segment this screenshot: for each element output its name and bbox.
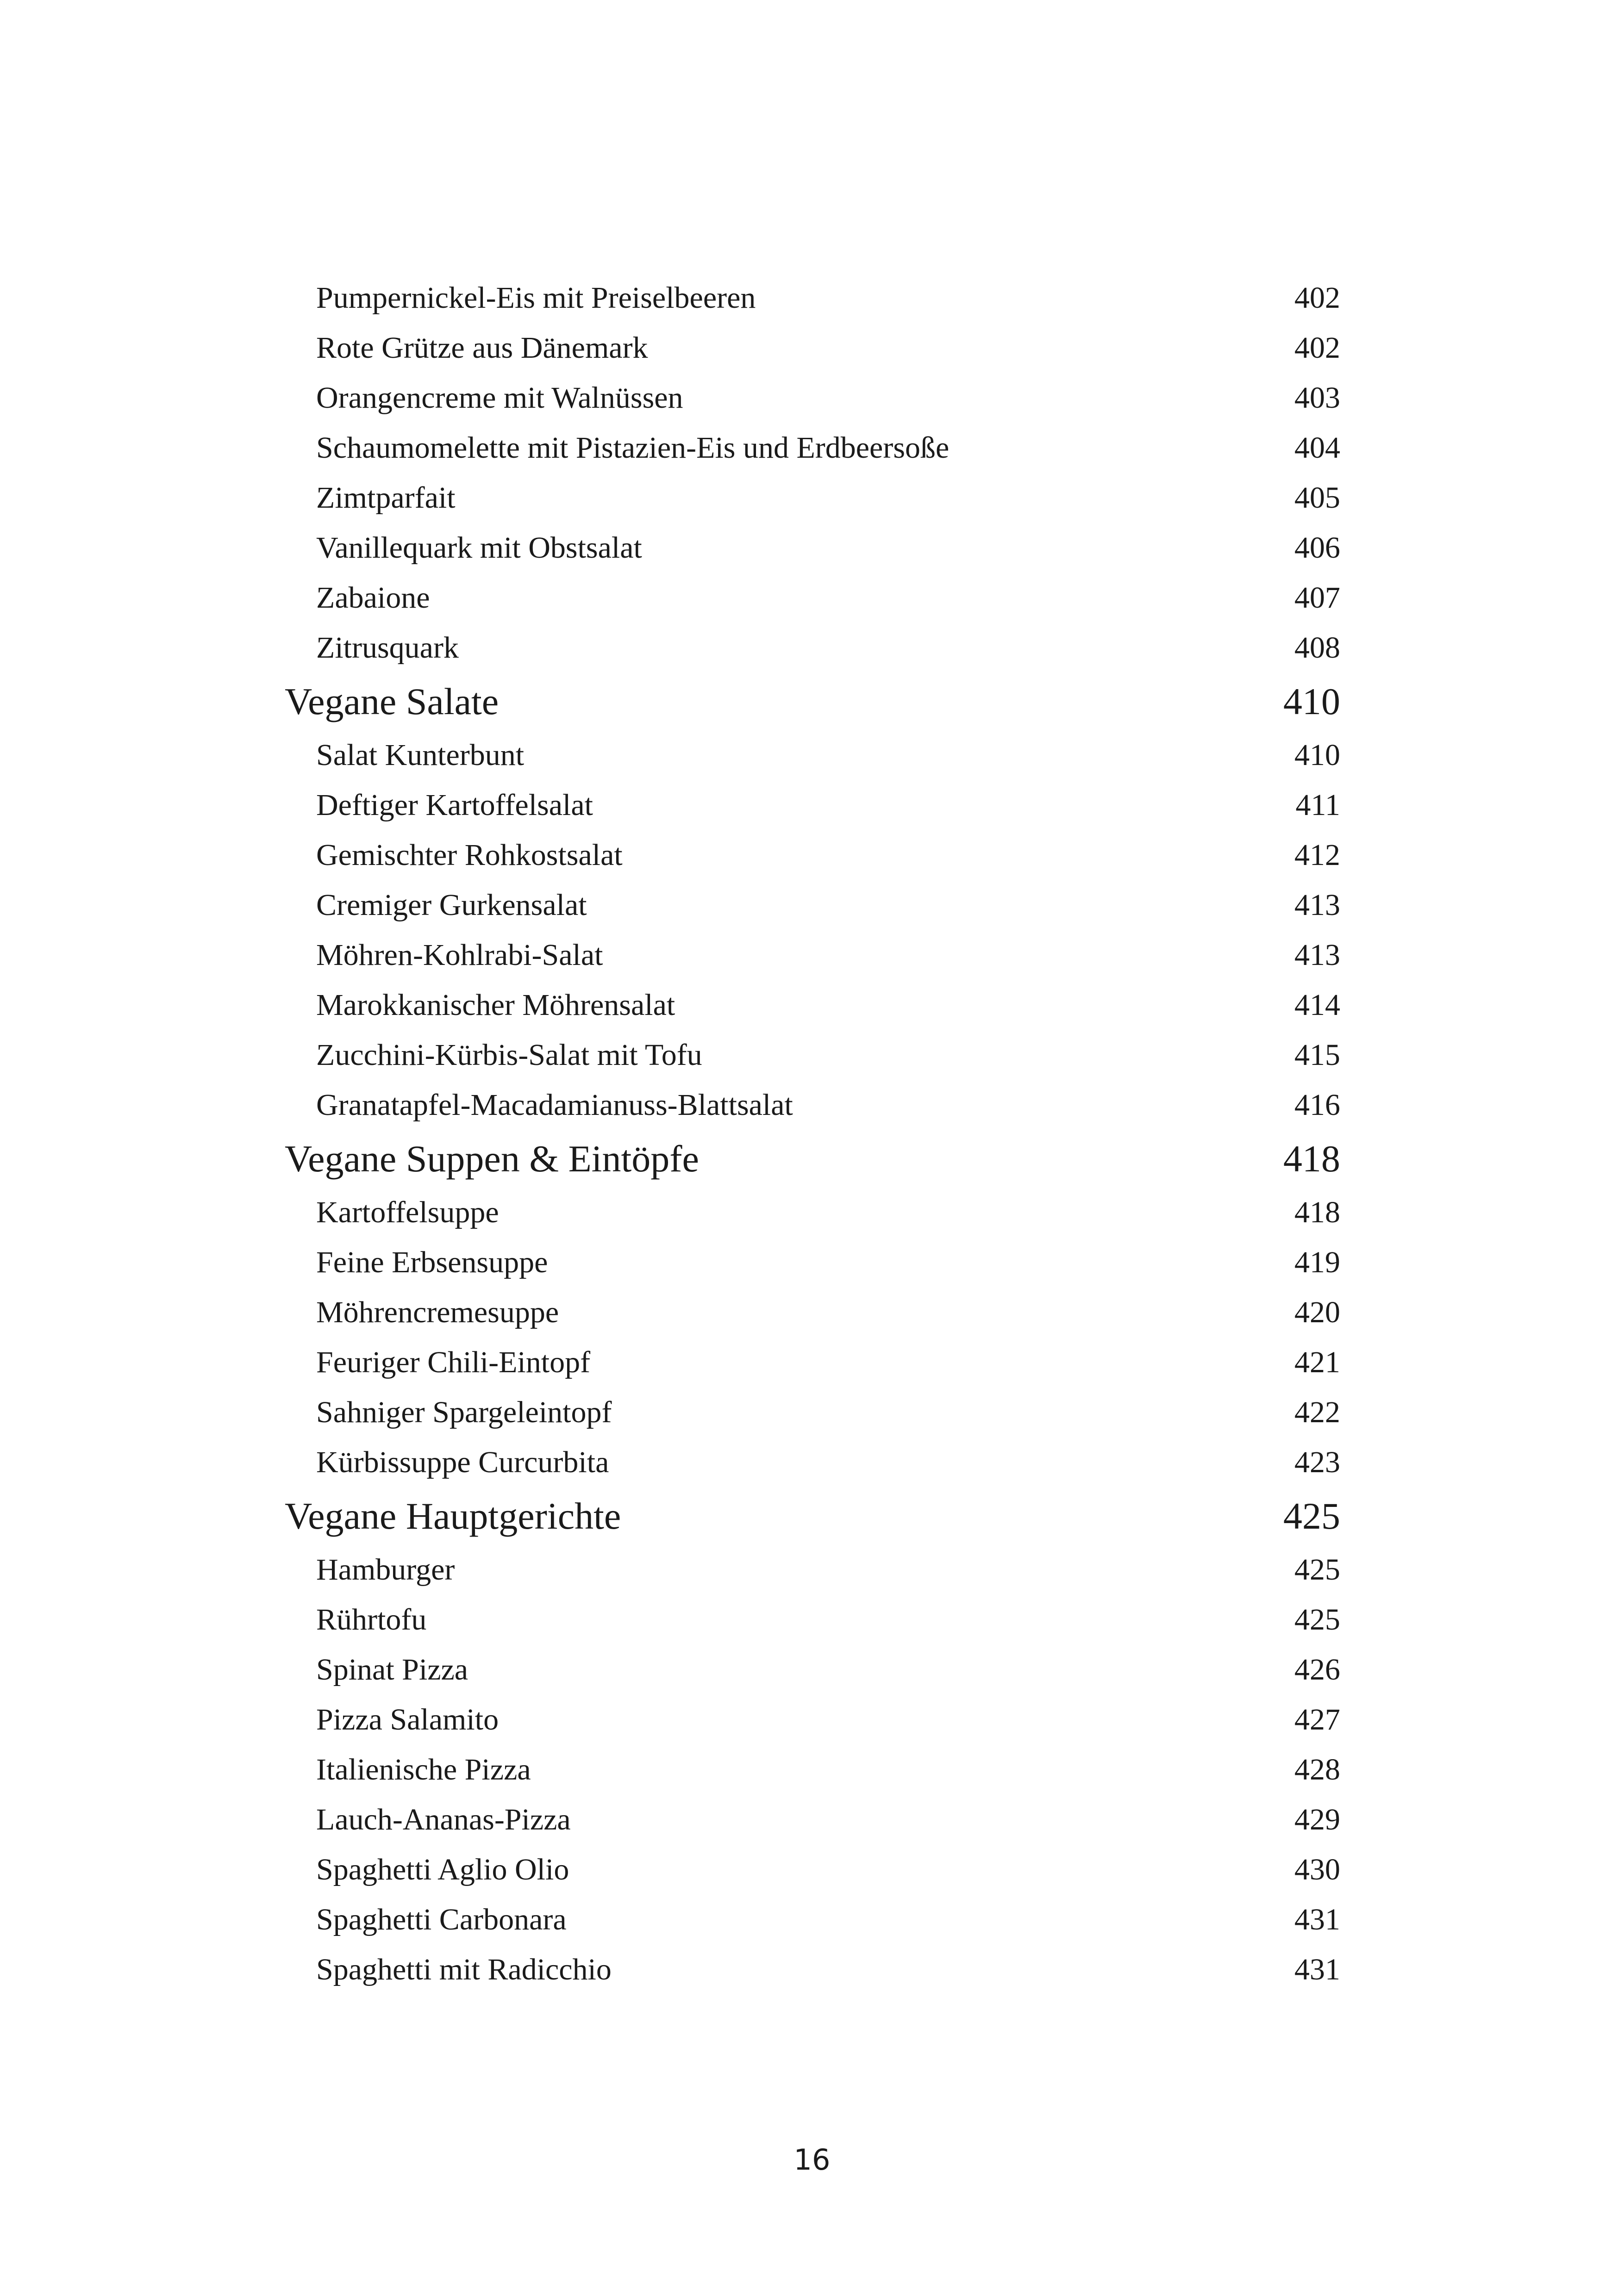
page-reference: 408: [1294, 631, 1340, 665]
toc-section-heading: [285, 1487, 1340, 1545]
toc-section-heading: [285, 1130, 1340, 1188]
toc-entry: [285, 573, 1340, 623]
page-reference: 416: [1294, 1088, 1340, 1122]
entry-title: Zitrusquark: [316, 631, 459, 665]
page-reference: 412: [1294, 838, 1340, 872]
entry-title: Italienische Pizza: [316, 1753, 531, 1786]
toc-entry: [285, 1188, 1340, 1238]
page-reference: 430: [1294, 1853, 1340, 1886]
page-reference: 410: [1283, 680, 1340, 722]
page-reference: 431: [1294, 1903, 1340, 1936]
entry-title: Marokkanischer Möhrensalat: [316, 988, 675, 1022]
toc-entry: [285, 1645, 1340, 1695]
section-title: Vegane Suppen & Eintöpfe: [285, 1138, 699, 1180]
table-of-contents: [285, 273, 1340, 1995]
entry-title: Feuriger Chili-Eintopf: [316, 1345, 591, 1379]
page-reference: 404: [1294, 431, 1340, 465]
section-title: Vegane Hauptgerichte: [285, 1495, 621, 1537]
toc-entry: [285, 1545, 1340, 1595]
toc-entry: [285, 1437, 1340, 1487]
entry-title: Zimtparfait: [316, 481, 456, 515]
entry-title: Zabaione: [316, 581, 430, 615]
page-reference: 406: [1294, 531, 1340, 565]
page-reference: 425: [1283, 1495, 1340, 1537]
page-reference: 402: [1294, 331, 1340, 365]
page-reference: 423: [1294, 1445, 1340, 1479]
toc-entry: [285, 980, 1340, 1030]
toc-entry: [285, 373, 1340, 423]
page-reference: 421: [1294, 1345, 1340, 1379]
toc-entry: [285, 1695, 1340, 1745]
page-reference: 411: [1295, 788, 1340, 822]
page-reference: 425: [1294, 1603, 1340, 1636]
toc-entry: [285, 1030, 1340, 1080]
page-reference: 428: [1294, 1753, 1340, 1786]
toc-entry: [285, 1845, 1340, 1895]
toc-section-heading: [285, 673, 1340, 730]
page-reference: 420: [1294, 1295, 1340, 1329]
page-reference: 407: [1294, 581, 1340, 615]
toc-entry: [285, 623, 1340, 673]
toc-entry: [285, 780, 1340, 830]
section-title: Vegane Salate: [285, 680, 499, 722]
page-reference: 418: [1283, 1138, 1340, 1180]
page-reference: 414: [1294, 988, 1340, 1022]
toc-entry: [285, 323, 1340, 373]
entry-title: Zucchini-Kürbis-Salat mit Tofu: [316, 1038, 702, 1072]
toc-entry: [285, 1945, 1340, 1995]
toc-entry: [285, 523, 1340, 573]
page-reference: 422: [1294, 1395, 1340, 1429]
entry-title: Vanillequark mit Obstsalat: [316, 531, 642, 565]
entry-title: Spaghetti Carbonara: [316, 1903, 567, 1936]
toc-entry: [285, 273, 1340, 323]
page-reference: 410: [1294, 738, 1340, 772]
page-reference: 419: [1294, 1245, 1340, 1279]
entry-title: Rote Grütze aus Dänemark: [316, 331, 648, 365]
entry-title: Spaghetti mit Radicchio: [316, 1953, 612, 1986]
page-reference: 413: [1294, 888, 1340, 922]
toc-entry: [285, 1795, 1340, 1845]
page-reference: 429: [1294, 1803, 1340, 1836]
page-reference: 413: [1294, 938, 1340, 972]
toc-entry: [285, 423, 1340, 473]
entry-title: Spinat Pizza: [316, 1653, 468, 1686]
toc-entry: [285, 473, 1340, 523]
entry-title: Pizza Salamito: [316, 1703, 499, 1736]
entry-title: Feine Erbsensuppe: [316, 1245, 548, 1279]
toc-entry: [285, 830, 1340, 880]
entry-title: Möhren-Kohlrabi-Salat: [316, 938, 603, 972]
page-reference: 426: [1294, 1653, 1340, 1686]
toc-entry: [285, 1080, 1340, 1130]
entry-title: Kartoffelsuppe: [316, 1195, 499, 1229]
entry-title: Granatapfel-Macadamianuss-Blattsalat: [316, 1088, 793, 1122]
page-reference: 427: [1294, 1703, 1340, 1736]
entry-title: Sahniger Spargeleintopf: [316, 1395, 612, 1429]
page-number-footer: 16: [793, 2143, 831, 2177]
entry-title: Kürbissuppe Curcurbita: [316, 1445, 609, 1479]
entry-title: Pumpernickel-Eis mit Preiselbeeren: [316, 281, 756, 315]
toc-entry: [285, 1745, 1340, 1795]
toc-entry: [285, 1238, 1340, 1288]
entry-title: Orangencreme mit Walnüssen: [316, 381, 683, 415]
entry-title: Möhrencremesuppe: [316, 1295, 559, 1329]
entry-title: Lauch-Ananas-Pizza: [316, 1803, 571, 1836]
toc-entry: [285, 880, 1340, 930]
entry-title: Spaghetti Aglio Olio: [316, 1853, 569, 1886]
page-reference: 402: [1294, 281, 1340, 315]
toc-entry: [285, 930, 1340, 980]
toc-entry: [285, 1595, 1340, 1645]
page-reference: 405: [1294, 481, 1340, 515]
entry-title: Schaumomelette mit Pistazien-Eis und Erdbeersoße: [316, 431, 949, 465]
toc-entry: [285, 730, 1340, 780]
page-reference: 431: [1294, 1953, 1340, 1986]
entry-title: Cremiger Gurkensalat: [316, 888, 587, 922]
entry-title: Salat Kunterbunt: [316, 738, 525, 772]
entry-title: Rührtofu: [316, 1603, 427, 1636]
entry-title: Gemischter Rohkostsalat: [316, 838, 623, 872]
entry-title: Deftiger Kartoffelsalat: [316, 788, 593, 822]
page-reference: 425: [1294, 1553, 1340, 1587]
page-reference: 415: [1294, 1038, 1340, 1072]
entry-title: Hamburger: [316, 1553, 455, 1587]
toc-entry: [285, 1895, 1340, 1945]
page-reference: 403: [1294, 381, 1340, 415]
toc-entry: [285, 1388, 1340, 1437]
page-reference: 418: [1294, 1195, 1340, 1229]
toc-entry: [285, 1288, 1340, 1338]
toc-entry: [285, 1338, 1340, 1388]
